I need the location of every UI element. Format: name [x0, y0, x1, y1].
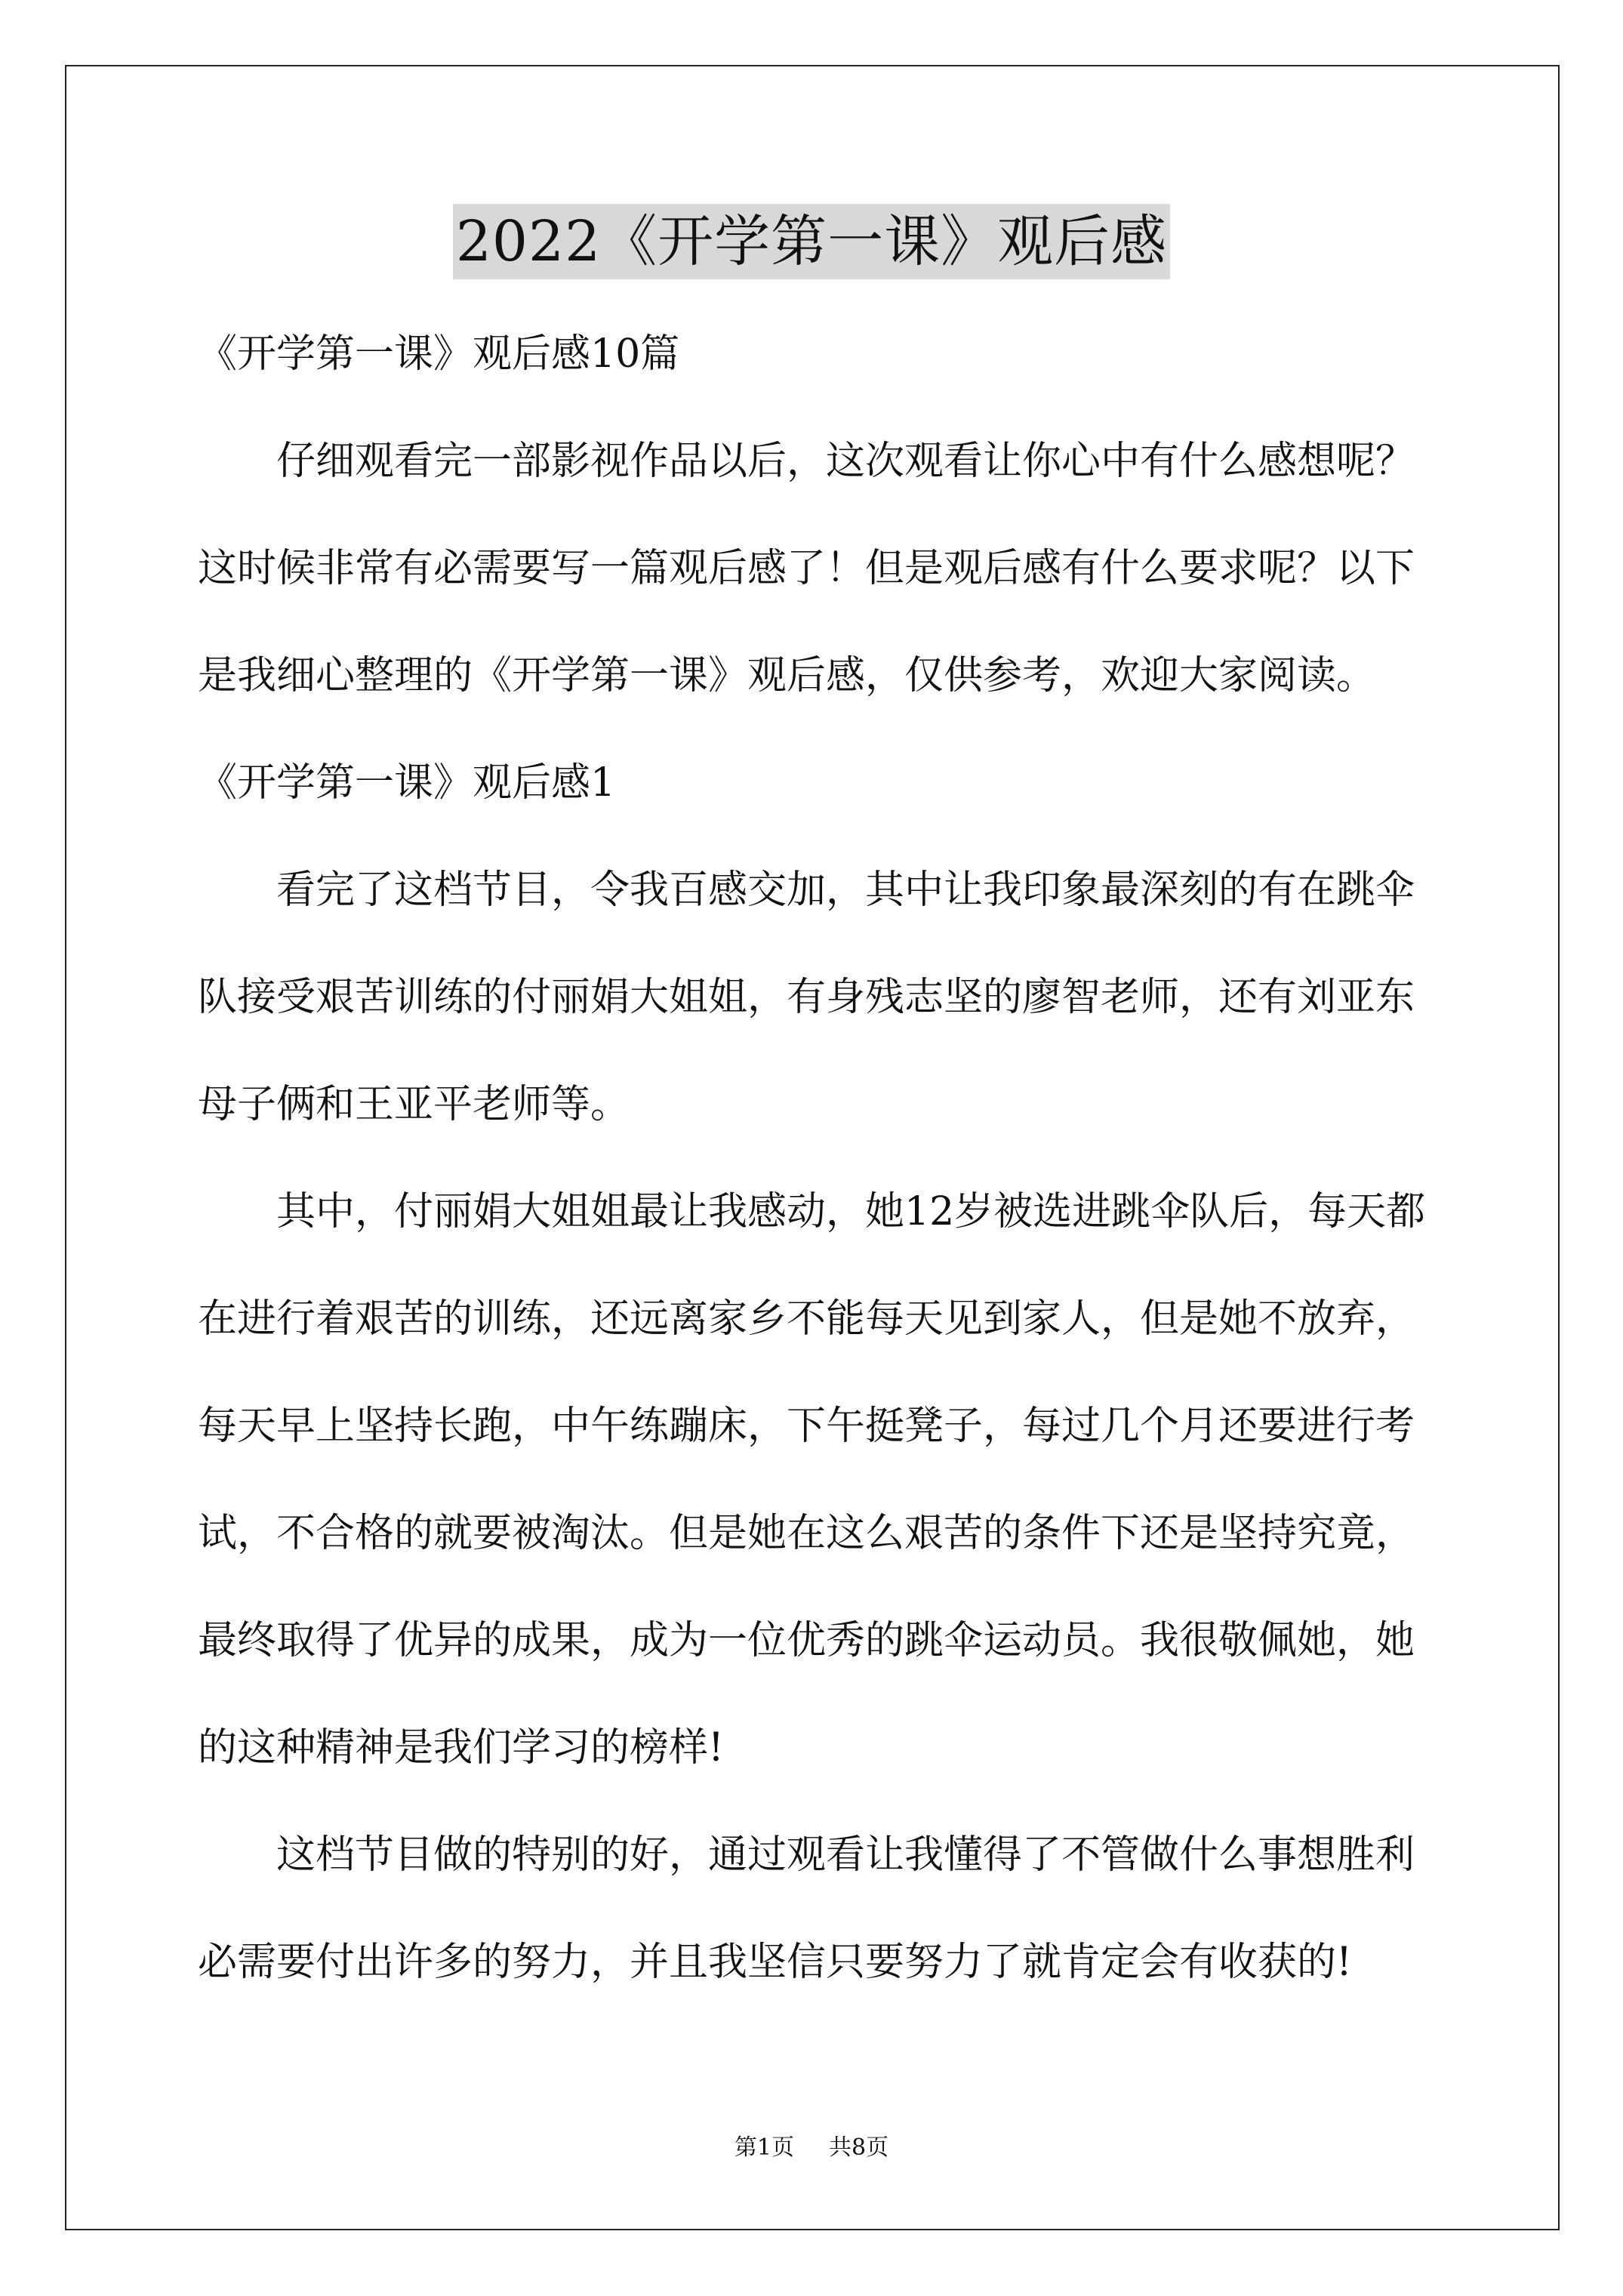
- body-paragraph-3: 这档节目做的特别的好，通过观看让我懂得了不管做什么事想胜利必需要付出许多的努力，并且我坚信只要努力了就肯定会有收获的!: [198, 1832, 1415, 1985]
- body-paragraph-1: 看完了这档节目，令我百感交加，其中让我印象最深刻的有在跳伞队接受艰苦训练的付丽娟大姐姐，有身残志坚的廖智老师，还有刘亚东母子俩和王亚平老师等。: [198, 868, 1415, 1127]
- page-number-current: 第1页: [734, 2134, 794, 2161]
- section-heading: 《开学第一课》观后感1: [198, 760, 616, 806]
- document-body: [198, 300, 1436, 2016]
- title-container: [0, 204, 1623, 279]
- body-paragraph-2: 其中，付丽娟大姐姐最让我感动，她12岁被选进跳伞队后，每天都在进行着艰苦的训练，还远离家乡不能每天见到家人，但是她不放弃，每天早上坚持长跑，中午练蹦床，下午挺凳子，每过几个月还要进行考试，不合格的就要被淘汰。但是她在这么艰苦的条件下还是坚持究竟，最终取得了优异的成果，成为一位优秀的跳伞运动员。我很敬佩她，她的这种精神是我们学习的榜样!: [198, 1189, 1426, 1771]
- page-footer: [0, 2133, 1623, 2163]
- page-number-total: 共8页: [829, 2134, 889, 2161]
- document-title: 2022《开学第一课》观后感: [453, 204, 1170, 279]
- intro-paragraph: 仔细观看完一部影视作品以后，这次观看让你心中有什么感想呢？这时候非常有必需要写一篇观后感了！但是观后感有什么要求呢？以下是我细心整理的《开学第一课》观后感，仅供参考，欢迎大家阅读。: [198, 439, 1415, 698]
- document-subtitle: 《开学第一课》观后感10篇: [198, 331, 680, 377]
